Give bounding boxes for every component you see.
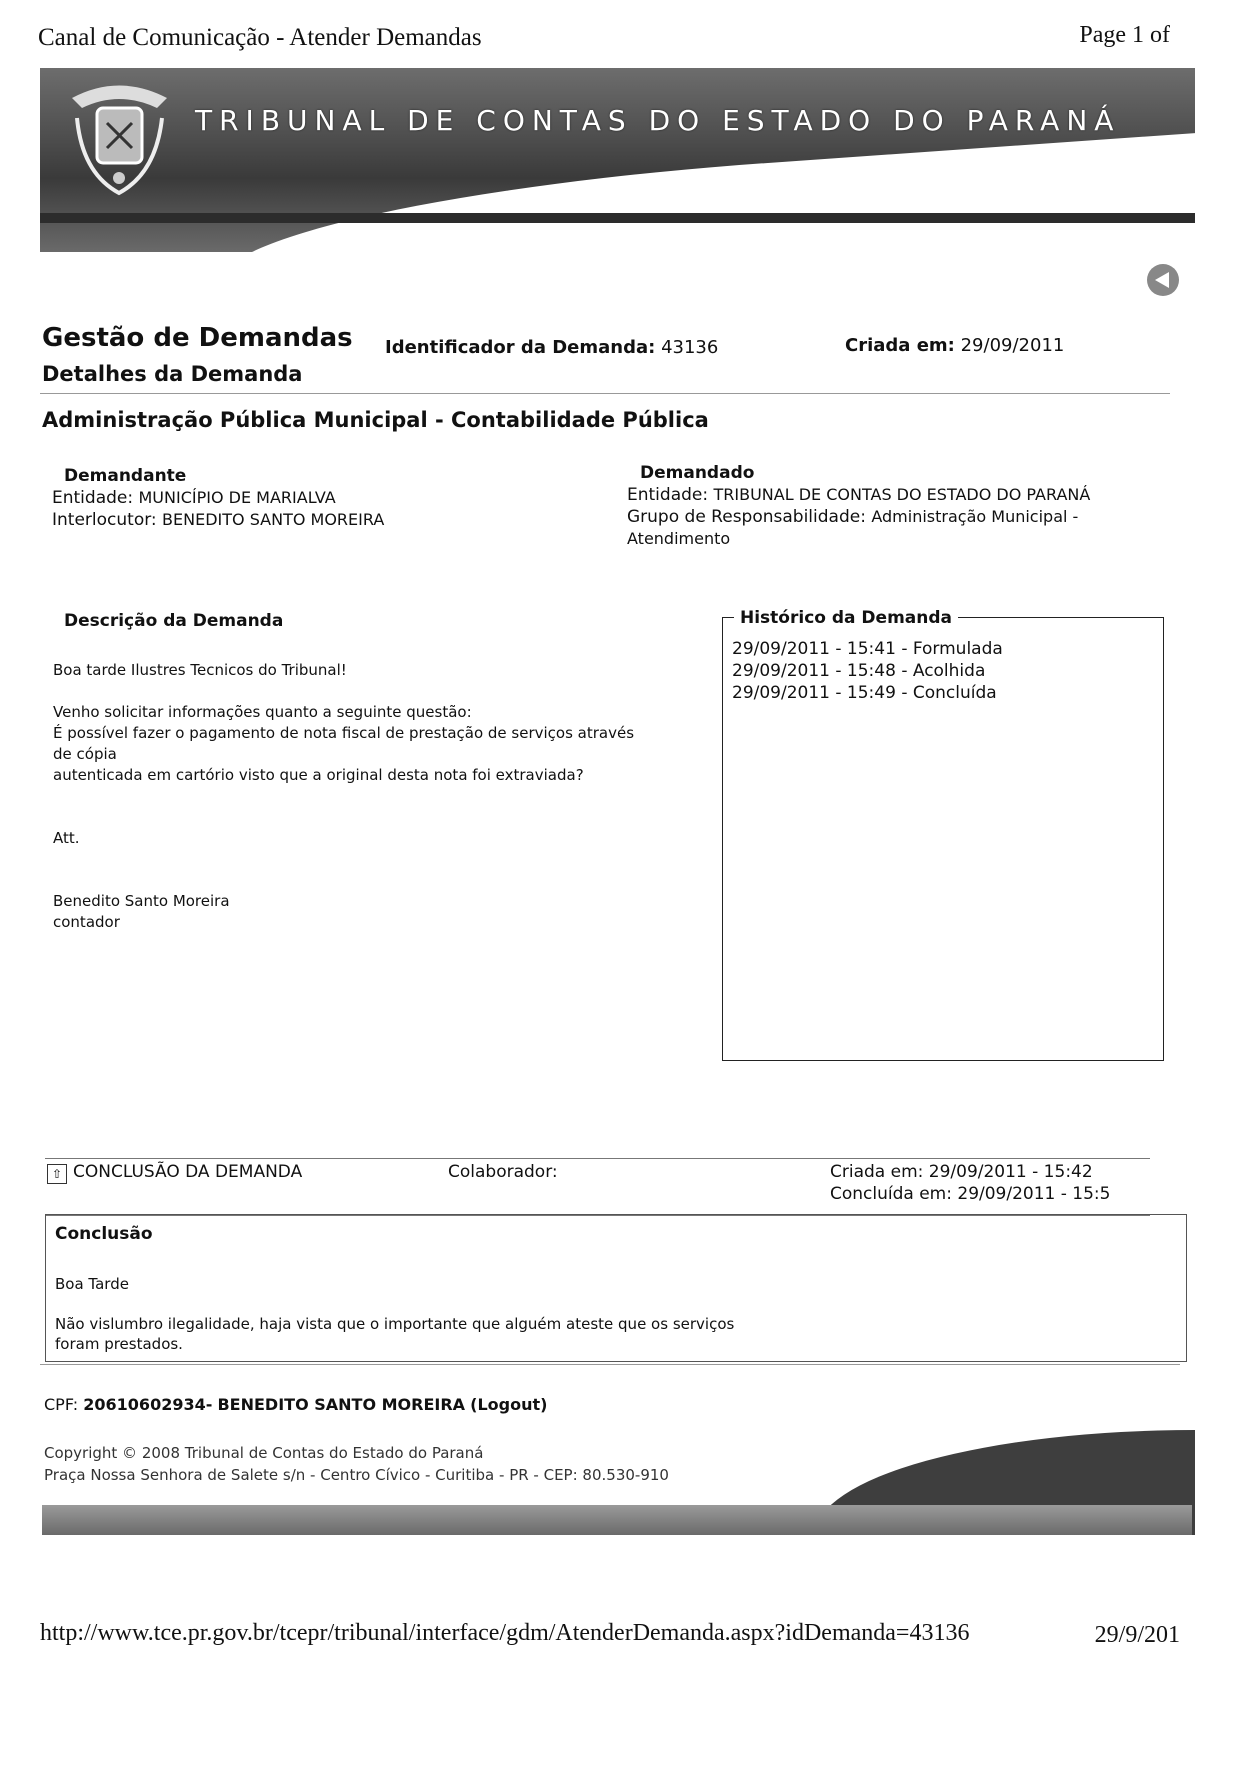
history-heading: Histórico da Demanda — [734, 608, 958, 628]
page-subtitle: Detalhes da Demanda — [42, 362, 303, 386]
description-body: Boa tarde Ilustres Tecnicos do Tribunal! Venho solicitar informações quanto a seguinte questão: É possível fazer o pagamento de nota fiscal de prestação de serviços através de cópia autenticada em cartório visto que a original desta nota foi extraviada? Att. Benedito Santo Moreira contador — [53, 661, 635, 931]
history-entry: 29/09/2011 - 15:49 - Concluída — [732, 683, 997, 703]
created-label: Criada em: — [845, 335, 955, 356]
demandado-group-value: Administração Municipal - — [871, 507, 1079, 526]
history-list — [732, 638, 1003, 704]
description-heading: Descrição da Demanda — [64, 611, 284, 631]
demandado-group-label: Grupo de Responsabilidade: — [627, 507, 866, 527]
history-entry: 29/09/2011 - 15:48 - Acolhida — [732, 661, 986, 681]
user-info — [44, 1395, 547, 1414]
identifier-value: 43136 — [661, 337, 719, 358]
demand-category: Administração Pública Municipal - Contabilidade Pública — [42, 408, 709, 432]
demandado-heading: Demandado — [640, 463, 755, 483]
conclusion-concluded: Concluída em: 29/09/2011 - 15:5 — [830, 1184, 1111, 1204]
history-entry: 29/09/2011 - 15:41 - Formulada — [732, 639, 1003, 659]
coat-of-arms-icon — [62, 78, 177, 203]
banner-swoosh — [216, 125, 1195, 252]
created-value: 29/09/2011 — [960, 335, 1065, 356]
banner-title: TRIBUNAL DE CONTAS DO ESTADO DO PARANÁ — [195, 104, 1121, 137]
demandante-entity-label: Entidade: — [52, 488, 134, 508]
conclusion-heading: Conclusão — [55, 1224, 153, 1244]
conclusion-bar-title[interactable]: CONCLUSÃO DA DEMANDA — [73, 1162, 303, 1182]
demandante-interlocutor-value: BENEDITO SANTO MOREIRA — [162, 510, 385, 529]
print-page-number: Page 1 of — [1079, 22, 1170, 48]
demandado-group-value-2: Atendimento — [627, 529, 731, 548]
demandado-entity-label: Entidade: — [627, 485, 709, 505]
logout-link[interactable]: (Logout) — [470, 1395, 548, 1414]
demand-created-date — [845, 335, 1064, 356]
collaborator-label: Colaborador: — [448, 1162, 558, 1182]
back-arrow-icon[interactable] — [1145, 262, 1181, 298]
footer-bar — [42, 1505, 1192, 1535]
banner-band — [40, 213, 1195, 223]
site-banner — [40, 68, 1195, 252]
page-title: Gestão de Demandas — [42, 323, 353, 353]
demandado-entity-value: TRIBUNAL DE CONTAS DO ESTADO DO PARANÁ — [713, 485, 1091, 504]
conclusion-body: Boa Tarde Não vislumbro ilegalidade, haja vista que o importante que alguém ateste que os serviços foram prestados. — [55, 1275, 735, 1353]
demandante-interlocutor — [52, 510, 384, 530]
demandado-group — [627, 507, 1078, 527]
print-date: 29/9/201 — [1094, 1622, 1180, 1648]
collapse-up-icon[interactable]: ⇧ — [47, 1164, 67, 1184]
demandante-interlocutor-label: Interlocutor: — [52, 510, 157, 530]
conclusion-created: Criada em: 29/09/2011 - 15:42 — [830, 1162, 1093, 1182]
cpf-value: 20610602934- — [83, 1395, 213, 1414]
demandante-entity-value: MUNICÍPIO DE MARIALVA — [138, 488, 336, 507]
print-url: http://www.tce.pr.gov.br/tcepr/tribunal/interface/gdm/AtenderDemanda.aspx?idDemanda=43136 — [40, 1620, 970, 1646]
divider — [40, 1364, 1180, 1365]
divider — [40, 393, 1170, 394]
identifier-label: Identificador da Demanda: — [385, 337, 656, 358]
user-name: BENEDITO SANTO MOREIRA — [217, 1395, 466, 1414]
demandado-entity — [627, 485, 1090, 505]
cpf-label: CPF: — [44, 1395, 79, 1414]
demandante-entity — [52, 488, 336, 508]
demandante-heading: Demandante — [64, 466, 187, 486]
copyright: Copyright © 2008 Tribunal de Contas do Estado do Paraná — [44, 1444, 484, 1462]
print-page-title: Canal de Comunicação - Atender Demandas — [38, 24, 482, 51]
address: Praça Nossa Senhora de Salete s/n - Centro Cívico - Curitiba - PR - CEP: 80.530-910 — [44, 1466, 669, 1484]
demand-identifier — [385, 337, 718, 358]
